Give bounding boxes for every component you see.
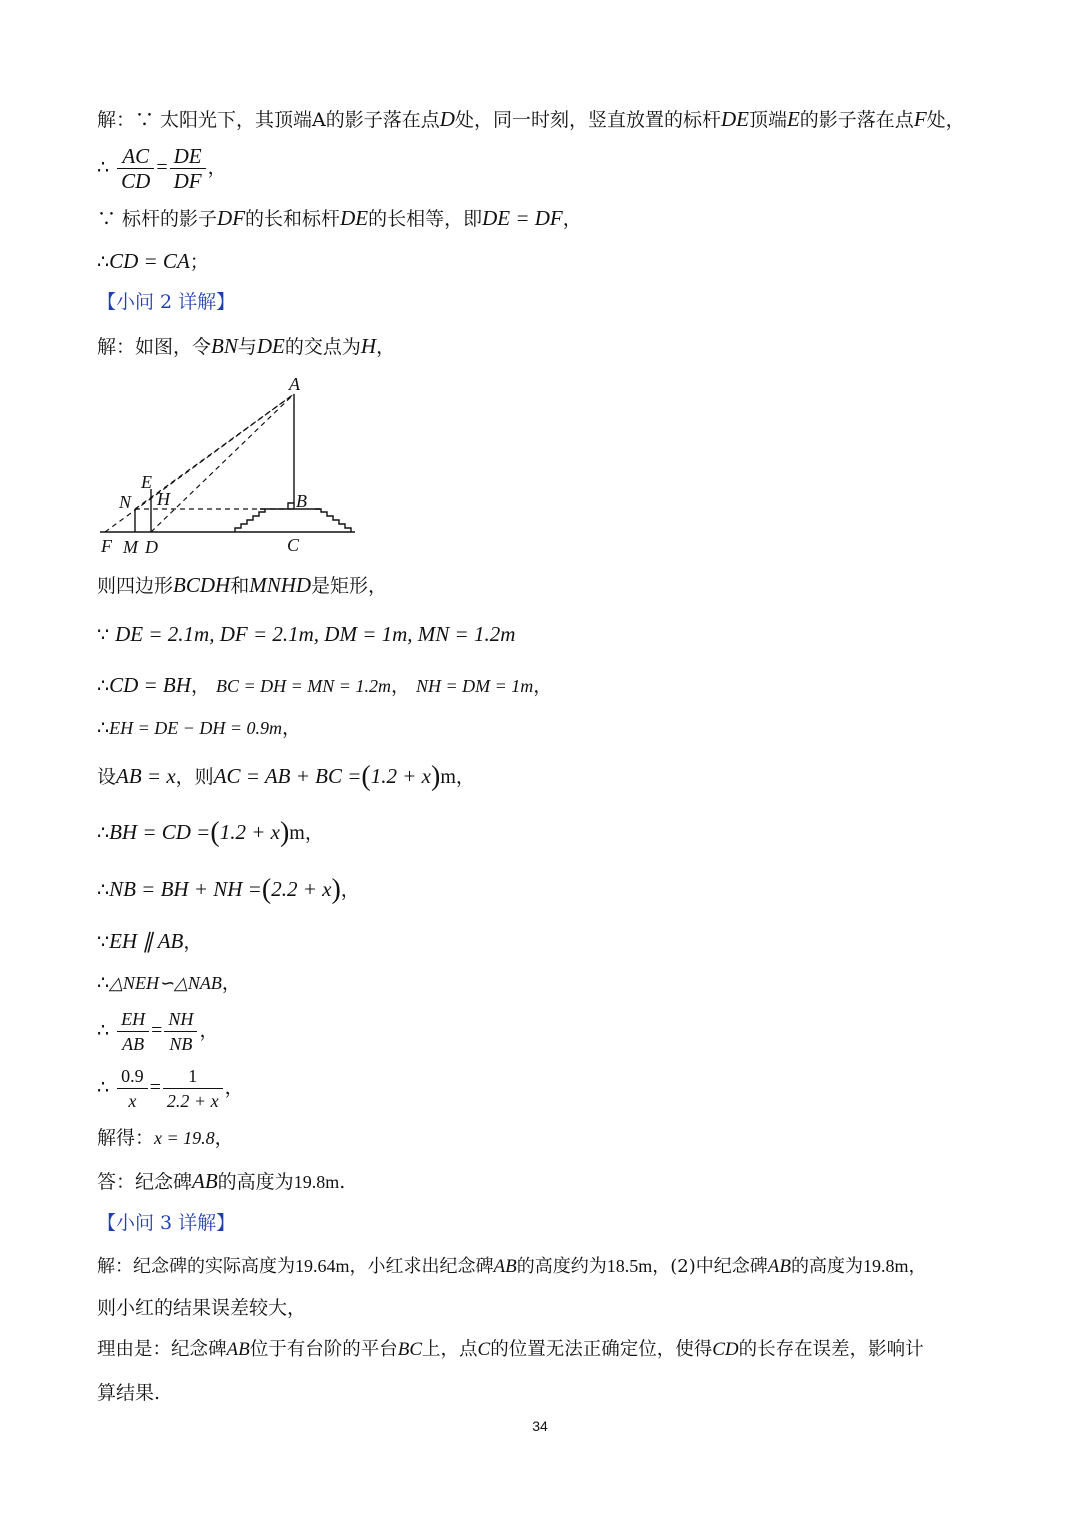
text-line: 则小红的结果误差较大， xyxy=(97,1297,307,1319)
text-line: 则四边形BCDH和MNHD是矩形， xyxy=(97,573,388,597)
label-f: F xyxy=(101,536,112,556)
fraction: $\frac{1}{2.2 + x}$ xyxy=(163,1064,223,1113)
section-heading: 【小问 3 详解】 xyxy=(97,1212,236,1234)
text-line: 解：如图，令BN与DE的交点为H， xyxy=(97,334,396,358)
text-line: 设AB = x，则AC = AB + BC =(1.2 + x)m， xyxy=(97,761,475,792)
fraction: $\frac{AC}{CD}$ xyxy=(117,144,154,193)
label-a: A xyxy=(289,374,300,394)
text-line: ∵ DE = 2.1m, DF = 2.1m, DM = 1m, MN = 1.2m xyxy=(97,622,516,646)
text-line: ∴CD = CA； xyxy=(97,249,209,273)
fraction-line: ∴ $\frac{EH}{AB}$ = $\frac{NH}{NB}$ ， xyxy=(97,1009,219,1054)
text-line: 算结果. xyxy=(97,1382,161,1404)
label-d: D xyxy=(145,537,158,557)
right-stairs xyxy=(315,509,351,532)
label-h: H xyxy=(157,489,170,509)
page-number: 34 xyxy=(532,1418,548,1434)
right-angle-mark xyxy=(288,503,294,509)
fraction: $\frac{DE}{DF}$ xyxy=(170,144,206,193)
text-line: ∴△NEH∽△NAB， xyxy=(97,972,241,994)
text-line: 解得：x = 19.8， xyxy=(97,1127,234,1149)
geometry-figure xyxy=(95,372,365,562)
fraction: $\frac{EH}{AB}$ xyxy=(117,1007,149,1056)
text-line: ∵EH ∥ AB， xyxy=(97,929,203,953)
label-b: B xyxy=(296,491,307,511)
section-heading: 【小问 2 详解】 xyxy=(97,291,236,313)
text-line: 答：纪念碑AB的高度为19.8m. xyxy=(97,1169,346,1193)
text-line: ∴NB = BH + NH =(2.2 + x)， xyxy=(97,874,360,905)
text-line: ∵ 标杆的影子DF的长和标杆DE的长相等，即DE = DF， xyxy=(97,206,582,230)
text-line: ∴EH = DE − DH = 0.9m， xyxy=(97,717,302,739)
left-stairs xyxy=(235,509,265,532)
fraction-line: ∴ $\frac{0.9}{x}$ = $\frac{1}{2.2 + x}$ ， xyxy=(97,1066,244,1111)
text-line: 解：∵ 太阳光下，其顶端A的影子落在点D处，同一时刻，竖直放置的标杆DE顶端E的影子落在点F处， xyxy=(97,107,965,131)
label-m: M xyxy=(123,537,138,557)
fraction: $\frac{NH}{NB}$ xyxy=(164,1007,197,1056)
label-n: N xyxy=(119,492,132,512)
text-line: 理由是：纪念碑AB位于有台阶的平台BC上，点C的位置无法正确定位，使得CD的长存在误差，影响计 xyxy=(97,1339,924,1360)
text-line: ∴BH = CD =(1.2 + x)m， xyxy=(97,817,324,848)
fraction: $\frac{0.9}{x}$ xyxy=(117,1064,148,1113)
text-line: 解：纪念碑的实际高度为19.64m，小红求出纪念碑AB的高度约为18.5m，(2)中纪念碑AB的高度为19.8m， xyxy=(97,1256,927,1277)
dashed-da xyxy=(151,394,294,532)
label-e: E xyxy=(141,472,152,492)
text-line: ∴CD = BH， BC = DH = MN = 1.2m， NH = DM = 1m， xyxy=(97,673,553,697)
label-c: C xyxy=(287,535,300,555)
fraction-line: ∴ $\frac{AC}{CD}$ = $\frac{DE}{DF}$ ， xyxy=(97,144,227,193)
